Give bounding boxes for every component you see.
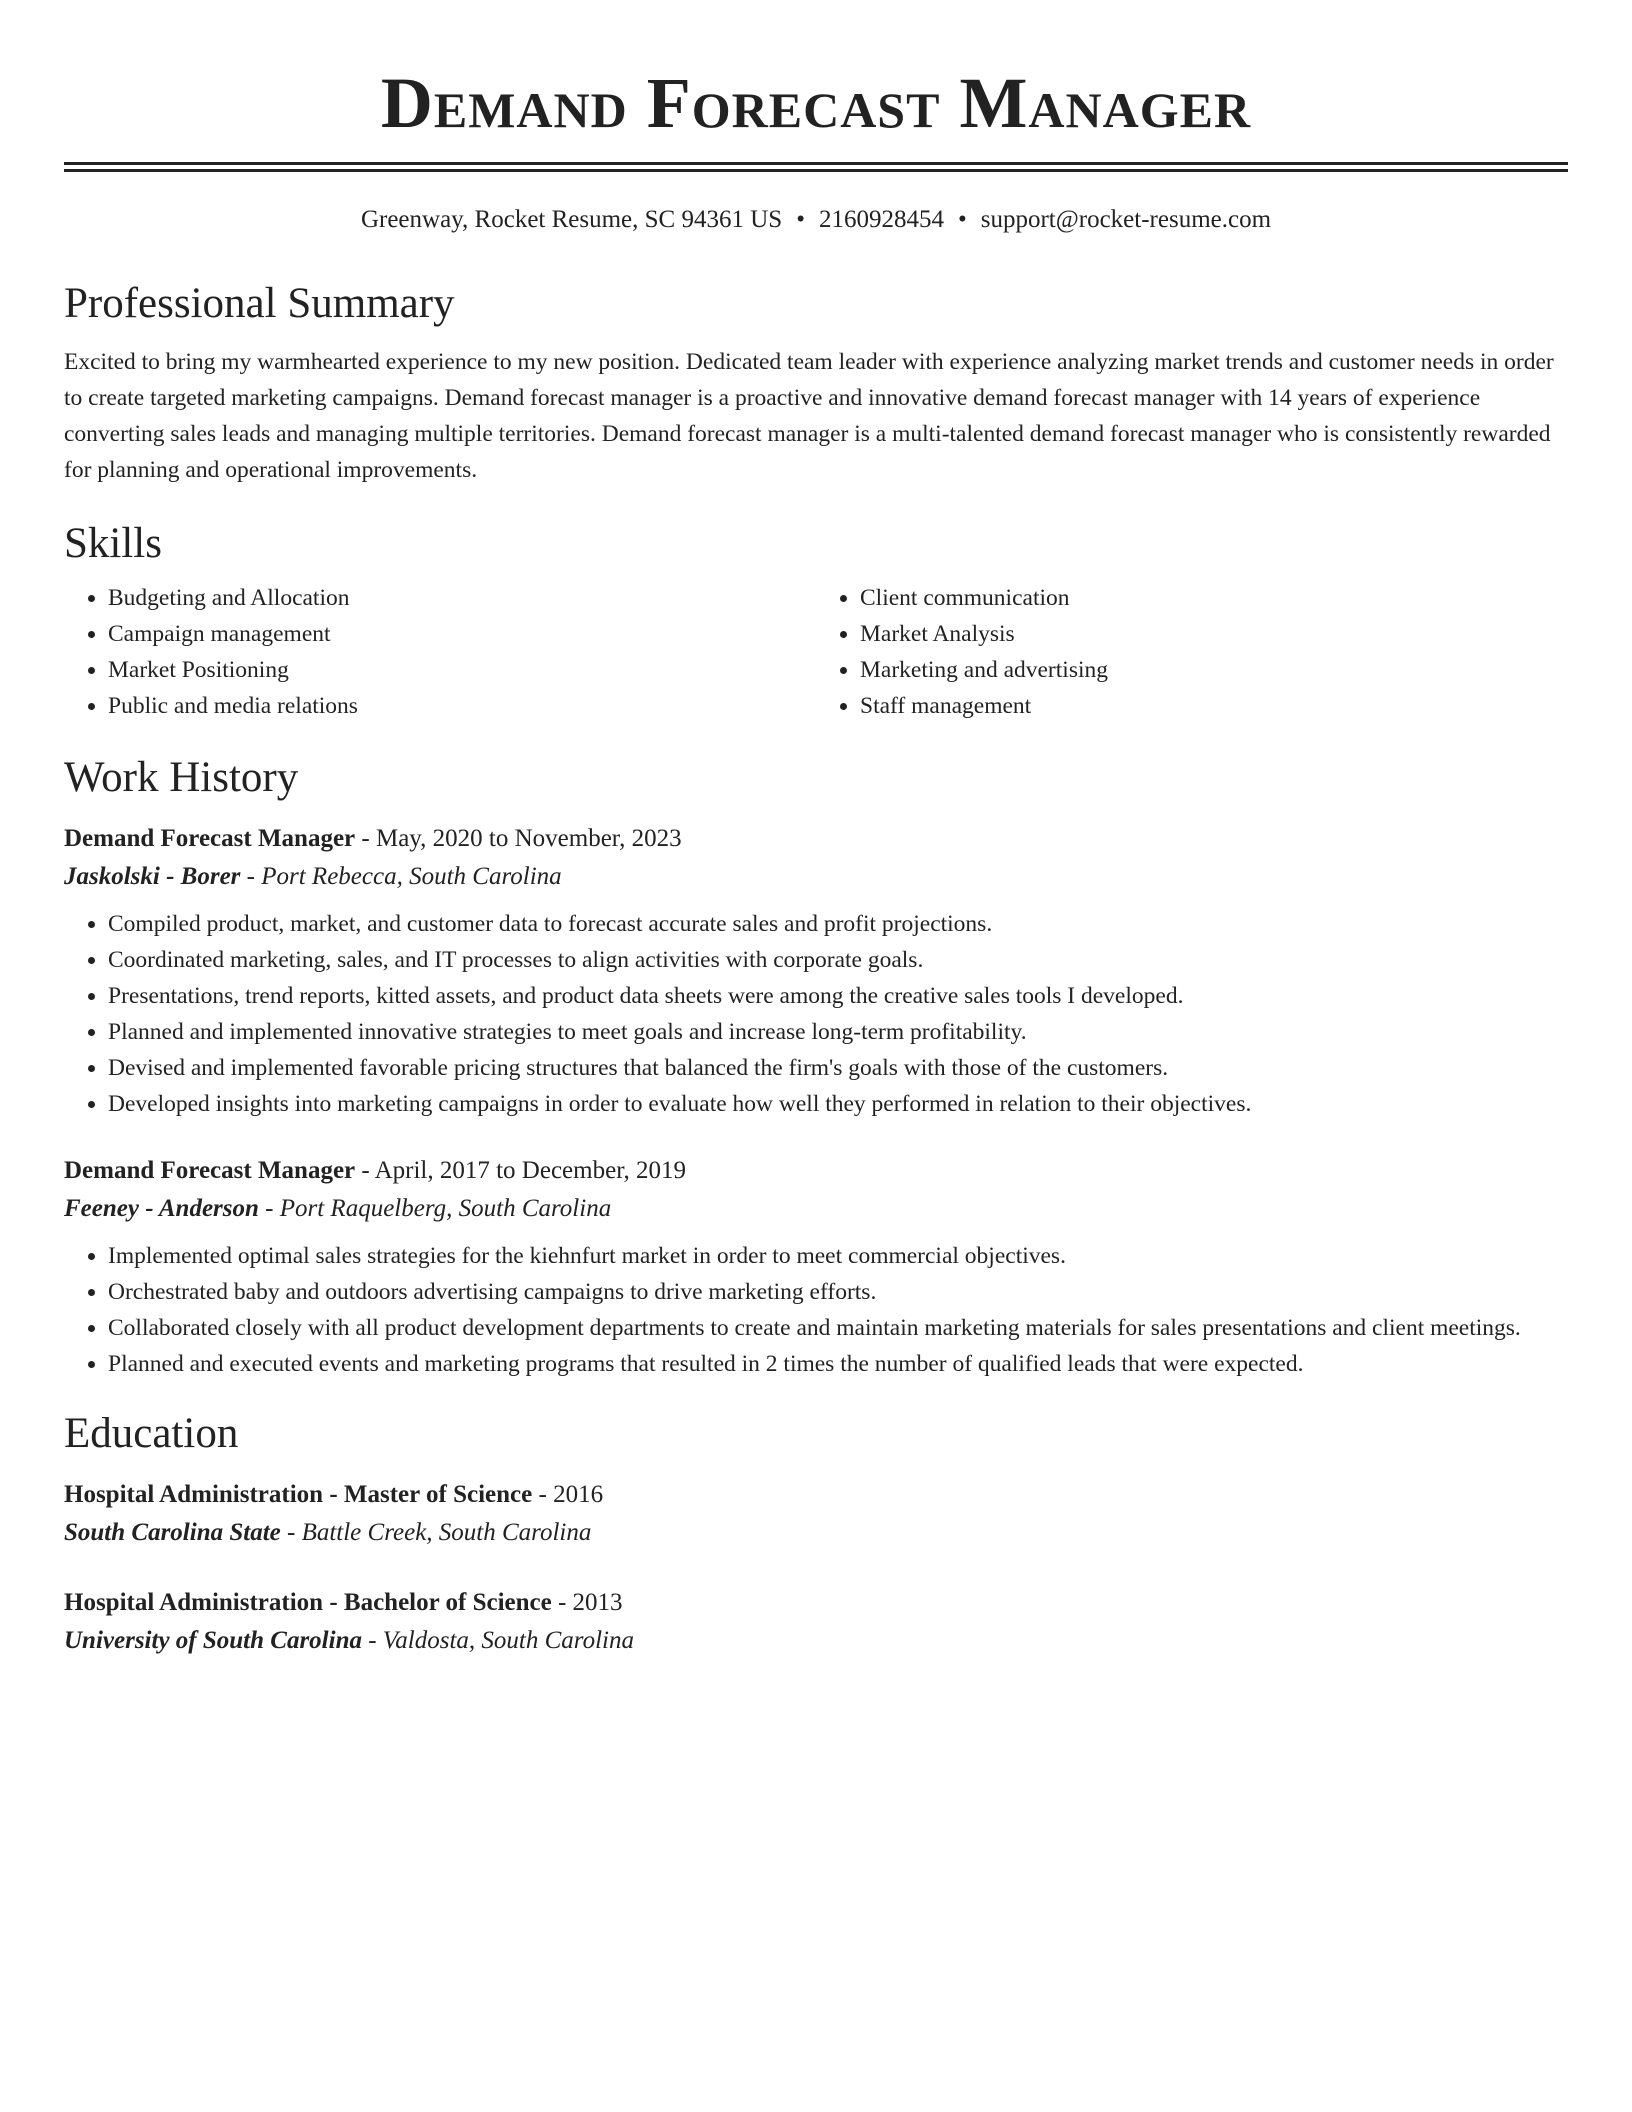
education-entry: [64, 1584, 1568, 1660]
degree-year: - 2016: [538, 1481, 604, 1508]
header-divider: [64, 162, 1568, 172]
job-title-line: [64, 820, 1568, 858]
education-heading: Education: [64, 1410, 239, 1457]
contact-address: Greenway, Rocket Resume, SC 94361 US: [360, 206, 783, 233]
skills-column-right: [816, 580, 1568, 724]
contact-separator: •: [796, 206, 805, 233]
skill-item: • Budgeting and Allocation: [108, 580, 816, 616]
job-bullet: • Planned and implemented innovative strategies to meet goals and increase long-term profitability.: [108, 1014, 1568, 1050]
job-bullet: • Compiled product, market, and customer data to forecast accurate sales and profit projections.: [108, 906, 1568, 942]
skills-list: [64, 580, 1568, 724]
contact-email: support@rocket-resume.com: [980, 206, 1272, 233]
summary-text: Excited to bring my warmhearted experience to my new position. Dedicated team leader with experience analyzing market trends and customer needs in order to create targeted marketing campaigns. Demand forecast manager is a proactive and innovative demand forecast manager with 14 years of experience converting sales leads and managing multiple territories. Demand forecast manager is a multi-talented demand forecast manager who is consistently rewarded for planning and operational improvements.: [64, 349, 1554, 483]
skill-item: • Campaign management: [108, 616, 816, 652]
job-entry: [64, 1152, 1568, 1382]
company-name: Jaskolski - Borer: [64, 863, 241, 890]
company-line: [64, 1190, 1568, 1228]
skills-column-left: [64, 580, 816, 724]
company-location: - Port Rebecca, South Carolina: [246, 863, 562, 890]
job-bullet: • Devised and implemented favorable pricing structures that balanced the firm's goals with those of the customers.: [108, 1050, 1568, 1086]
work-history-heading: Work History: [64, 754, 299, 801]
school-name: University of South Carolina: [64, 1627, 362, 1654]
job-bullets: [64, 906, 1568, 1122]
degree-line: [64, 1584, 1568, 1622]
contact-phone: 2160928454: [818, 206, 944, 233]
skill-item: • Staff management: [860, 688, 1568, 724]
job-bullet: • Collaborated closely with all product development departments to create and maintain marketing materials for sales presentations and client meetings.: [108, 1310, 1568, 1346]
job-bullet: • Implemented optimal sales strategies for the kiehnfurt market in order to meet commercial objectives.: [108, 1238, 1568, 1274]
school-line: [64, 1622, 1568, 1660]
job-entry: [64, 820, 1568, 1122]
school-line: [64, 1514, 1568, 1552]
skill-item: • Market Analysis: [860, 616, 1568, 652]
skill-item: • Public and media relations: [108, 688, 816, 724]
candidate-name: Demand Forecast Manager: [380, 63, 1252, 143]
company-line: [64, 858, 1568, 896]
education-entry: [64, 1476, 1568, 1552]
degree-name: Hospital Administration - Master of Science: [64, 1481, 533, 1508]
job-dates: - April, 2017 to December, 2019: [361, 1157, 687, 1184]
company-name: Feeney - Anderson: [64, 1195, 259, 1222]
company-location: - Port Raquelberg, South Carolina: [265, 1195, 612, 1222]
degree-line: [64, 1476, 1568, 1514]
school-location: - Valdosta, South Carolina: [368, 1627, 634, 1654]
job-dates: - May, 2020 to November, 2023: [361, 825, 682, 852]
degree-name: Hospital Administration - Bachelor of Science: [64, 1589, 552, 1616]
school-location: - Battle Creek, South Carolina: [287, 1519, 592, 1546]
skill-item: • Marketing and advertising: [860, 652, 1568, 688]
job-bullet: • Presentations, trend reports, kitted assets, and product data sheets were among the creative sales tools I developed.: [108, 978, 1568, 1014]
contact-separator: •: [957, 206, 967, 233]
contact-line: [64, 204, 1568, 236]
skills-heading: Skills: [64, 520, 162, 567]
job-title-line: [64, 1152, 1568, 1190]
job-bullet: • Planned and executed events and marketing programs that resulted in 2 times the number of qualified leads that were expected.: [108, 1346, 1568, 1382]
job-bullet: • Developed insights into marketing campaigns in order to evaluate how well they performed in relation to their objectives.: [108, 1086, 1568, 1122]
job-title: Demand Forecast Manager: [64, 825, 356, 852]
resume-content: [64, 0, 1568, 1660]
job-bullets: [64, 1238, 1568, 1382]
job-bullet: • Coordinated marketing, sales, and IT processes to align activities with corporate goals.: [108, 942, 1568, 978]
summary-heading: Professional Summary: [64, 280, 455, 327]
job-bullet: • Orchestrated baby and outdoors advertising campaigns to drive marketing efforts.: [108, 1274, 1568, 1310]
degree-year: - 2013: [557, 1589, 623, 1616]
skill-item: • Client communication: [860, 580, 1568, 616]
skill-item: • Market Positioning: [108, 652, 816, 688]
job-title: Demand Forecast Manager: [64, 1157, 356, 1184]
school-name: South Carolina State: [64, 1519, 281, 1546]
